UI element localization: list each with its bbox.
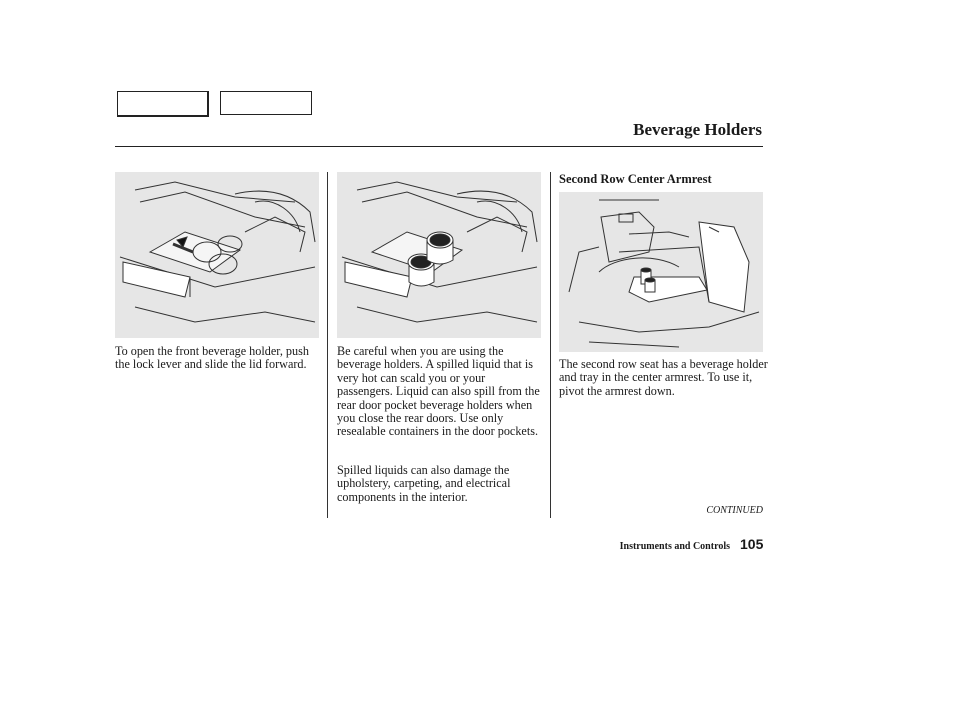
nav-tab-box-2[interactable] bbox=[220, 91, 312, 115]
page-number: 105 bbox=[740, 536, 764, 552]
section-subheading: Second Row Center Armrest bbox=[559, 172, 712, 186]
second-row-armrest-illustration bbox=[559, 192, 763, 352]
column-3-paragraph-1: The second row seat has a beverage holder and tray in the center armrest. To use it, pivot the armrest down. bbox=[559, 357, 768, 398]
title-rule bbox=[115, 146, 763, 147]
front-holder-cups-illustration bbox=[337, 172, 541, 338]
column-2-paragraph-1: Be careful when you are using the beverage holders. A spilled liquid that is very hot can scald you or your passengers. Liquid can also spill from the rear door pocket beverage holders when you close the rear doors. Use only resealable containers in the door pockets. bbox=[337, 344, 540, 439]
footer-section-name: Instruments and Controls bbox=[619, 541, 730, 552]
page-title: Beverage Holders bbox=[633, 120, 762, 139]
continued-marker: CONTINUED bbox=[706, 505, 763, 516]
column-divider-2 bbox=[550, 172, 551, 518]
column-divider-1 bbox=[327, 172, 328, 518]
column-1-paragraph-1: To open the front beverage holder, push the lock lever and slide the lid forward. bbox=[115, 344, 309, 372]
column-2-paragraph-2: Spilled liquids can also damage the upholstery, carpeting, and electrical components in the interior. bbox=[337, 463, 511, 504]
front-holder-lid-illustration bbox=[115, 172, 319, 338]
nav-tab-box-1[interactable] bbox=[117, 91, 209, 117]
